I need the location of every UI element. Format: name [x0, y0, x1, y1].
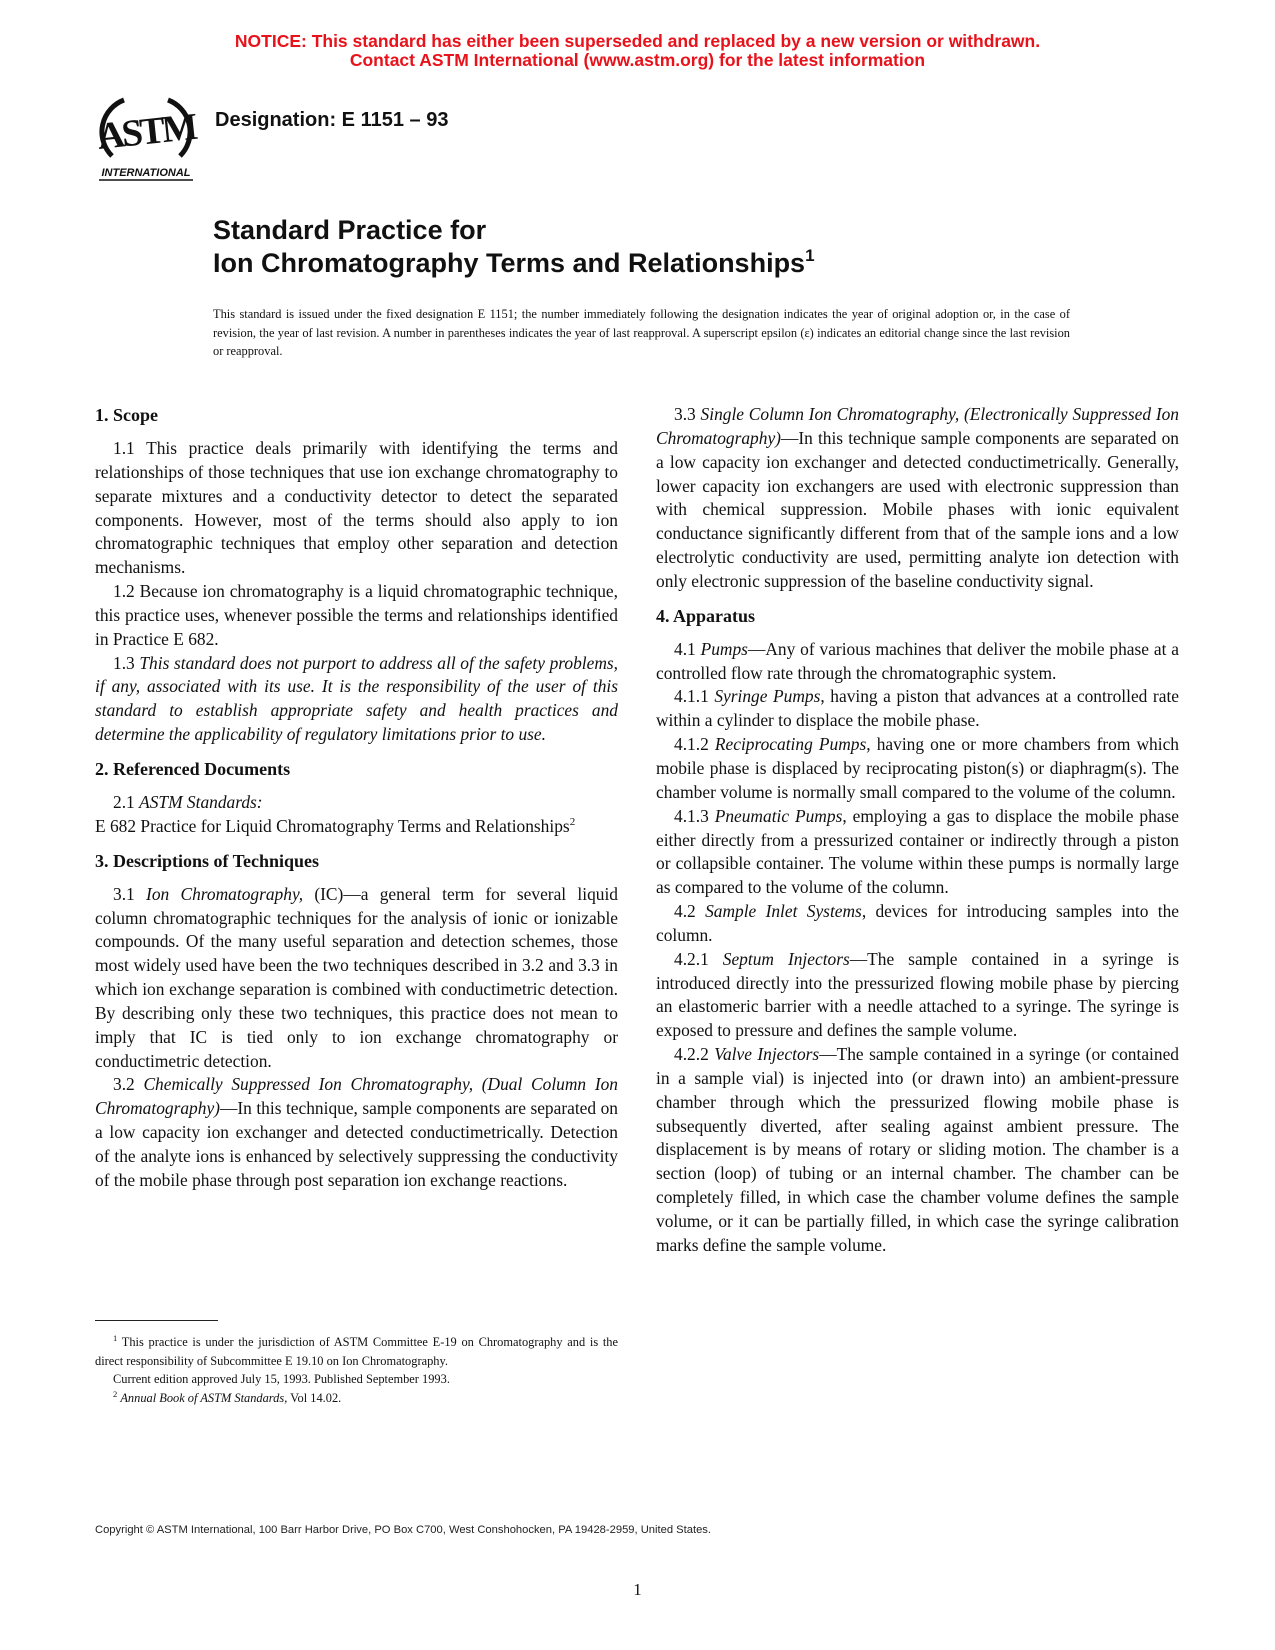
paragraph-4-2-1: 4.2.1 Septum Injectors—The sample contained in a syringe is introduced directly into the pressurized flowing mobile phase by piercing an elastomeric barrier with a needle attached to a syringe. The syringe is exposed to pressure and defines the sample volume. [656, 948, 1179, 1041]
paragraph-3-3: 3.3 Single Column Ion Chromatography, (Electronically Suppressed Ion Chromatography)—In this technique sample components are separated on a low capacity ion exchanger and detected conductimetrically. Generally, lower capacity ion exchangers are used with electronic suppression than with chemical suppression. Mobile phases with ionic equivalent conductance significantly different from that of the sample ions and a low electrolytic conductivity are used, permitting analyte ion detection with only electronic suppression of the baseline conductivity signal. [656, 404, 1179, 591]
paragraph-4-2-2: 4.2.2 Valve Injectors—The sample contained in a syringe (or contained in a sample vial) is injected into (or drawn into) an ambient-pressure chamber through which the pressurized flowing mobile phase is subsequently diverted, after sealing against ambient pressure. The displacement is by means of rotary or sliding motion. The chamber is a section (loop) of tubing or an internal chamber. The chamber can be completely filled, in which case the chamber volume defines the sample volume, or it can be partially filled, in which case the syringe calibration marks define the sample volume. [656, 1044, 1179, 1255]
footnote-edition: Current edition approved July 15, 1993. Published September 1993. [113, 1372, 450, 1386]
right-column [656, 403, 1179, 1258]
section-heading-apparatus: 4. Apparatus [656, 605, 756, 626]
logo-letters: ASTM [95, 105, 197, 158]
supersede-notice [0, 32, 1275, 70]
paragraph-4-1-3: 4.1.3 Pneumatic Pumps, employing a gas to displace the mobile phase either directly from a pressurized container or indirectly through a piston or collapsible container. The volume within these pumps is normally large as compared to the volume of the column. [656, 805, 1179, 898]
paragraph-4-2: 4.2 Sample Inlet Systems, devices for introducing samples into the column. [656, 901, 1179, 945]
footnote-divider [95, 1320, 218, 1321]
paragraph-3-2: 3.2 Chemically Suppressed Ion Chromatography, (Dual Column Ion Chromatography)—In this technique, sample components are separated on a low capacity ion exchanger and detected conductimetrically. Detection of the analyte ions is enhanced by selectively suppressing the conductivity of the mobile phase through post separation ion exchange reactions. [95, 1074, 619, 1190]
paragraph-2-1: 2.1 ASTM Standards: [113, 791, 263, 812]
footnotes [95, 1333, 618, 1407]
footnote-2: $^2$ Annual Book of ASTM Standards, Vol 14.02. [113, 1388, 342, 1405]
issue-note: This standard is issued under the fixed designation E 1151; the number immediately following the designation indicates the year of original adoption or, in the case of revision, the year of last revision. A number in parentheses indicates the year of last reapproval. A superscript epsilon (ε) indicates an editorial change since the last revision or reapproval. [213, 307, 1070, 358]
document-title [213, 214, 815, 280]
paragraph-1-2: 1.2 Because ion chromatography is a liquid chromatographic technique, this practice uses, whenever possible the terms and relationships identified in Practice E 682. [95, 581, 618, 649]
footnote-ref-2[interactable]: 2 [569, 815, 576, 828]
paragraph-1-3: 1.3 This standard does not purport to address all of the safety problems, if any, associated with its use. It is the responsibility of the user of this standard to establish appropriate safety and health practices and determine the applicability of regulatory limitations prior to use. [95, 652, 618, 745]
paragraph-3-1: 3.1 Ion Chromatography, (IC)—a general term for several liquid column chromatographic techniques for the analysis of ionic or ionizable compounds. Of the many useful separation and detection schemes, those most widely used have been the two techniques described in 3.2 and 3.3 in which ion exchange separation is combined with conductimetric detection. By describing only these two techniques, this practice does not mean to imply that IC is tied only to ion exchange chromatography or conductimetric detection. [95, 883, 618, 1071]
section-heading-referenced: 2. Referenced Documents [95, 758, 291, 779]
paragraph-1-1: 1.1 This practice deals primarily with identifying the terms and relationships of those techniques that use ion exchange chromatography to separate mixtures and a conductivity detector to detect the separated components. However, most of the terms should also apply to ion chromatographic techniques that employ other separation and detection mechanisms. [95, 438, 618, 578]
title-line-2: Ion Chromatography Terms and Relationships$^1$ [213, 246, 815, 278]
logo-subtext: INTERNATIONAL [101, 167, 191, 179]
designation: Designation: E 1151 – 93 [215, 109, 449, 131]
notice-line-2: Contact ASTM International (www.astm.org) for the latest information [349, 50, 926, 70]
astm-logo [94, 86, 198, 186]
section-heading-scope: 1. Scope [95, 405, 158, 425]
notice-line-1: NOTICE: This standard has either been superseded and replaced by a new version or withdrawn. [234, 31, 1041, 51]
paragraph-4-1-1: 4.1.1 Syringe Pumps, having a piston that advances at a controlled rate within a cylinder to displace the mobile phase. [656, 686, 1179, 731]
copyright-line: Copyright © ASTM International, 100 Barr Harbor Drive, PO Box C700, West Conshohocken, PA 19428-2959, United States. [95, 1524, 711, 1536]
reference-e682: E 682 Practice for Liquid Chromatography Terms and Relationships$^2$ [95, 815, 576, 836]
page-number: 1 [633, 1580, 642, 1599]
left-column [95, 403, 618, 1193]
title-footnote-ref[interactable]: 1 [805, 246, 815, 265]
paragraph-4-1: 4.1 Pumps—Any of various machines that deliver the mobile phase at a controlled flow rate through the chromatographic system. [656, 638, 1179, 683]
section-heading-techniques: 3. Descriptions of Techniques [95, 850, 320, 871]
footnote-1: $^1$ This practice is under the jurisdiction of ASTM Committee E-19 on Chromatography and is the direct responsibility of Subcommittee E 19.10 on Ion Chromatography. [95, 1333, 618, 1368]
paragraph-4-1-2: 4.1.2 Reciprocating Pumps, having one or more chambers from which mobile phase is displaced by reciprocating piston(s) or diaphragm(s). The chamber volume is normally small compared to the volume of the column. [656, 734, 1180, 802]
title-line-1: Standard Practice for [213, 215, 487, 245]
